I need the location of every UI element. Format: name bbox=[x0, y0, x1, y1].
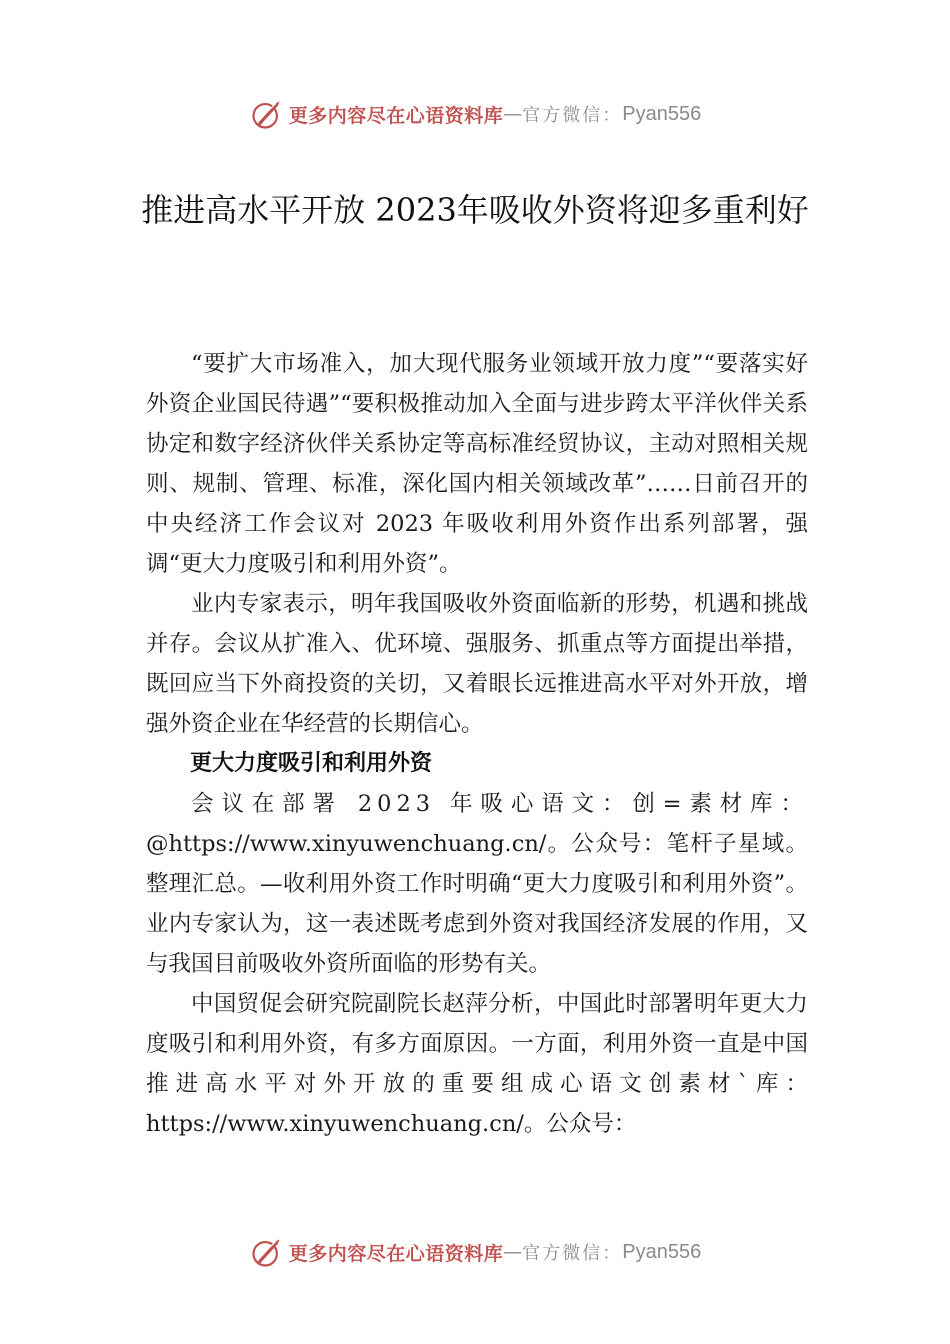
quill-logo-icon bbox=[249, 1234, 285, 1270]
quill-logo-icon bbox=[249, 96, 285, 132]
header-banner bbox=[0, 94, 950, 134]
footer-banner bbox=[0, 1232, 950, 1272]
header-wechat-id: Pyan556 bbox=[622, 102, 702, 125]
footer-separator: — bbox=[503, 1241, 523, 1263]
header-separator: — bbox=[503, 103, 523, 125]
paragraph-2: 业内专家表示，明年我国吸收外资面临新的形势，机遇和挑战并存。会议从扩准入、优环境、强服务、抓重点等方面提出举措，既回应当下外商投资的关切，又着眼长远推进高水平对外开放，增强外资企业在华经营的长期信心。 bbox=[146, 591, 808, 737]
header-brand-text: 更多内容尽在心语资料库 bbox=[288, 104, 504, 127]
article-title: 推进高水平开放 2023年吸收外资将迎多重利好 bbox=[141, 191, 809, 229]
header-wechat-label: 官方微信： bbox=[522, 105, 623, 126]
article-body bbox=[146, 344, 808, 1144]
paragraph-3-rest: @https://www.xinyuwenchuang.cn/。公众号：笔杆子星域。整理汇总。—收利用外资工作时明确“更大力度吸引和利用外资”。业内专家认为，这一表述既考虑到外资对我国经济发展的作用，又与我国目前吸收外资所面临的形势有关。 bbox=[146, 831, 808, 977]
footer-wechat-label: 官方微信： bbox=[522, 1243, 623, 1264]
footer-brand-text: 更多内容尽在心语资料库 bbox=[288, 1242, 504, 1265]
paragraph-4: 中国贸促会研究院副院长赵萍分析，中国此时部署明年更大力度吸引和利用外资，有多方面原因。一方面，利用外资一直是中国推进高水平对外开放的重要组成心语文创素材`库：https://www.xinyuwenchuang.cn/。公众号： bbox=[146, 991, 808, 1137]
paragraph-3-lead: 会议在部署 2023 年吸心语文：创=素材库： bbox=[191, 791, 808, 817]
paragraph-3 bbox=[146, 784, 808, 984]
footer-wechat-id: Pyan556 bbox=[622, 1240, 702, 1263]
section-heading: 更大力度吸引和利用外资 bbox=[190, 751, 433, 776]
paragraph-1: “要扩大市场准入，加大现代服务业领域开放力度”“要落实好外资企业国民待遇”“要积极推动加入全面与进步跨太平洋伙伴关系协定和数字经济伙伴关系协定等高标准经贸协议，主动对照相关规则、规制、管理、标准，深化国内相关领域改革”……日前召开的中央经济工作会议对 2023 年吸收利用外资作出系列部署，强调“更大力度吸引和利用外资”。 bbox=[146, 351, 808, 577]
